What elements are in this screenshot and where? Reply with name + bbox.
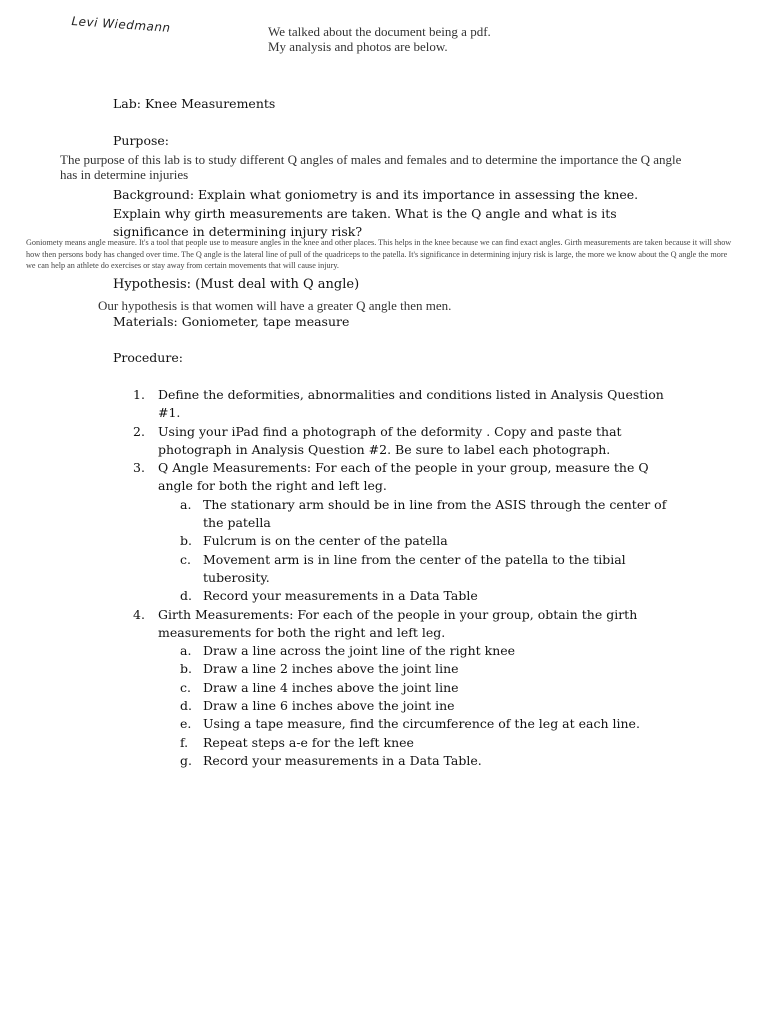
sub-step <box>158 679 668 697</box>
sub-step-text: Using a tape measure, find the circumference of the leg at each line. <box>203 716 640 732</box>
sub-step-letter: e. <box>180 716 192 732</box>
sub-step <box>158 532 668 550</box>
sub-step <box>158 660 668 678</box>
step-number: 4. <box>133 606 145 622</box>
step-text: Using your iPad find a photograph of the deformity . Copy and paste that photograph in Analysis Question #2. Be sure to label each photograph. <box>158 423 622 457</box>
procedure-step <box>113 606 668 771</box>
sub-step <box>158 642 668 660</box>
procedure-step <box>113 459 668 605</box>
step-number: 2. <box>133 423 145 439</box>
sub-step-letter: b. <box>180 661 192 677</box>
background-answer: Goniomety means angle measure. It's a tool that people use to measure angles in the knee and other places. This helps in the knee because we can find exact angles. Girth measurements are taken because it will show how then persons body has changed over time. The Q angle is the lateral line of pull of the quadriceps to the patella. It's significance in determining injury risk is large, the more we know about the Q angle the more we can help an athlete do exercises or stay away from certain movements that will cause injury. <box>26 238 732 270</box>
sub-step-text: The stationary arm should be in line from the ASIS through the center of the patella <box>203 496 667 531</box>
sub-step <box>158 715 668 733</box>
sub-step-text: Fulcrum is on the center of the patella <box>203 533 448 549</box>
sub-step-letter: f. <box>180 734 189 750</box>
materials-line: Materials: Goniometer, tape measure <box>113 314 350 329</box>
sub-step <box>158 587 668 605</box>
step-number: 1. <box>133 387 145 402</box>
procedure-heading: Procedure: <box>113 350 183 365</box>
note-line-1: We talked about the document being a pdf. <box>268 24 491 39</box>
sub-step-letter: c. <box>180 679 191 695</box>
sub-steps <box>158 642 668 770</box>
sub-step-text: Record your measurements in a Data Table <box>203 588 478 604</box>
sub-step-text: Repeat steps a-e for the left knee <box>203 734 414 750</box>
sub-step-letter: b. <box>180 533 192 549</box>
sub-step-letter: a. <box>180 496 192 512</box>
sub-step <box>158 752 668 770</box>
background-question: Background: Explain what goniometry is and its importance in assessing the knee. Explain why girth measurements are taken. What is the Q angle and what is its significance in determining injury risk? <box>113 187 639 239</box>
sub-step <box>158 496 668 533</box>
sub-step-text: Draw a line 2 inches above the joint line <box>203 661 459 677</box>
procedure-step <box>113 423 668 460</box>
purpose-heading: Purpose: <box>113 133 169 148</box>
sub-step-text: Draw a line 6 inches above the joint ine <box>203 698 455 714</box>
sub-step-letter: d. <box>180 698 192 714</box>
sub-step <box>158 551 668 588</box>
procedure-steps <box>113 386 668 770</box>
sub-step-text: Draw a line 4 inches above the joint line <box>203 679 459 695</box>
step-text: Q Angle Measurements: For each of the people in your group, measure the Q angle for both the right and left leg. <box>158 460 649 494</box>
step-text: Girth Measurements: For each of the people in your group, obtain the girth measurements for both the right and left leg. <box>158 606 638 640</box>
sub-step-letter: c. <box>180 551 191 567</box>
hypothesis-heading: Hypothesis: (Must deal with Q angle) <box>113 277 360 292</box>
procedure-step <box>113 386 668 423</box>
purpose-text: The purpose of this lab is to study different Q angles of males and females and to determine the importance the Q angle has in determine injuries <box>60 152 682 182</box>
sub-step-text: Movement arm is in line from the center of the patella to the tibial tuberosity. <box>203 551 626 585</box>
sub-step-letter: g. <box>180 752 192 768</box>
sub-step-text: Record your measurements in a Data Table. <box>203 752 482 768</box>
sub-steps <box>158 496 668 606</box>
step-number: 3. <box>133 460 145 476</box>
student-note <box>268 24 491 54</box>
step-text: Define the deformities, abnormalities and conditions listed in Analysis Question #1. <box>158 387 664 421</box>
note-line-2: My analysis and photos are below. <box>268 39 448 54</box>
handwritten-name: Levi Wiedmann <box>71 14 172 35</box>
hypothesis-text: Our hypothesis is that women will have a greater Q angle then men. <box>98 298 452 313</box>
sub-step-text: Draw a line across the joint line of the right knee <box>203 643 516 659</box>
sub-step <box>158 734 668 752</box>
sub-step <box>158 697 668 715</box>
sub-step-letter: a. <box>180 643 192 659</box>
sub-step-letter: d. <box>180 588 192 604</box>
lab-title: Lab: Knee Measurements <box>113 96 276 111</box>
